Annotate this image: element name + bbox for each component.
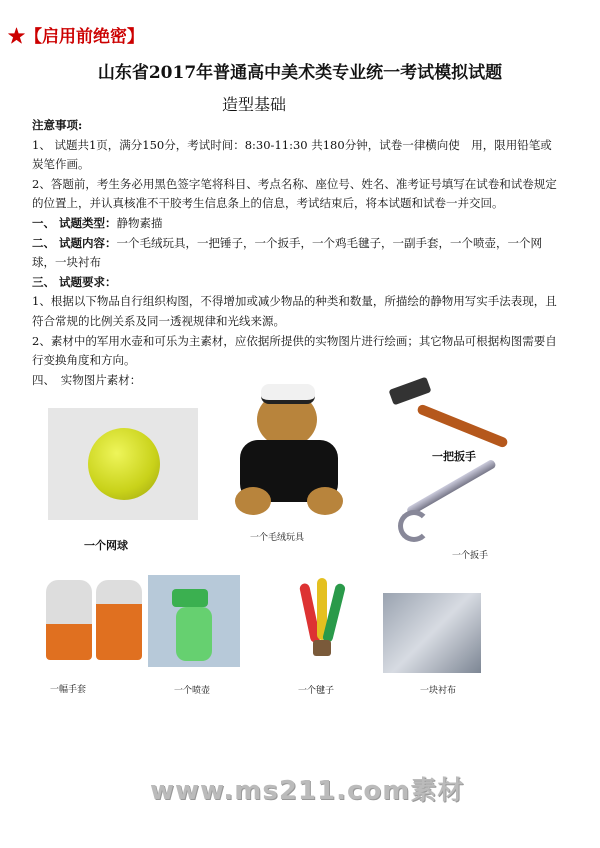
notes-heading: 注意事项: bbox=[32, 118, 83, 132]
page-title: 山东省2017年普通高中美术类专业统一考试模拟试题 bbox=[97, 63, 503, 83]
hammer-image bbox=[388, 375, 513, 445]
tennis-ball-image bbox=[48, 408, 198, 520]
caption-hammer: 一把扳手 bbox=[432, 450, 476, 463]
note-1: 1、 试题共1页，满分150分，考试时间：8:30-11:30 共180分钟，试卷一律横向使 用，限用铅笔或炭笔作画。 bbox=[32, 137, 552, 172]
note-2: 2、答题前，考生务必用黑色签字笔将科目、考点名称、座位号、姓名、准考证号填写在试卷和试卷规定的位置上，并认真核准不干胶考生信息条上的信息，考试结束后，将本试题和试卷一并交回。 bbox=[32, 176, 557, 211]
caption-gloves: 一幅手套 bbox=[50, 685, 87, 695]
caption-cloth: 一块衬布 bbox=[420, 686, 457, 696]
section-1: 一、 试题类型：静物素描 bbox=[32, 215, 163, 230]
instructions bbox=[32, 116, 562, 390]
section-3: 三、 试题要求： bbox=[32, 274, 117, 289]
gloves-image bbox=[42, 575, 146, 663]
sprayer-image bbox=[148, 575, 240, 667]
teddy-bear-image bbox=[225, 382, 355, 522]
caption-sprayer: 一个喷壶 bbox=[174, 686, 211, 696]
requirement-2: 2、素材中的军用水壶和可乐为主素材，应依据所提供的实物图片进行绘画；其它物品可根据构图需要自行变换角度和方向。 bbox=[32, 333, 557, 368]
caption-wrench: 一个扳手 bbox=[452, 551, 489, 561]
watermark: www.ms211.com素材 bbox=[150, 776, 465, 806]
caption-ball: 一个网球 bbox=[84, 539, 128, 552]
confidential-mark: ★【启用前绝密】 bbox=[8, 27, 144, 47]
cloth-image bbox=[383, 593, 481, 673]
wrench-image bbox=[398, 478, 503, 543]
shuttlecock-image bbox=[295, 578, 350, 668]
requirement-1: 1、根据以下物品自行组织构图，不得增加或减少物品的种类和数量，所描绘的静物用写实手法表现，且符合常规的比例关系及同一透视规律和光线来源。 bbox=[32, 294, 557, 328]
page-subtitle: 造型基础 bbox=[222, 95, 287, 114]
caption-shuttlecock: 一个毽子 bbox=[298, 686, 335, 696]
caption-bear: 一个毛绒玩具 bbox=[250, 533, 305, 543]
section-2: 二、 试题内容：一个毛绒玩具，一把锤子，一个扳手，一个鸡毛毽子，一副手套，一个喷壶，一个网球，一块衬布 bbox=[32, 235, 543, 270]
section-4: 四、 实物图片素材： bbox=[32, 372, 142, 387]
